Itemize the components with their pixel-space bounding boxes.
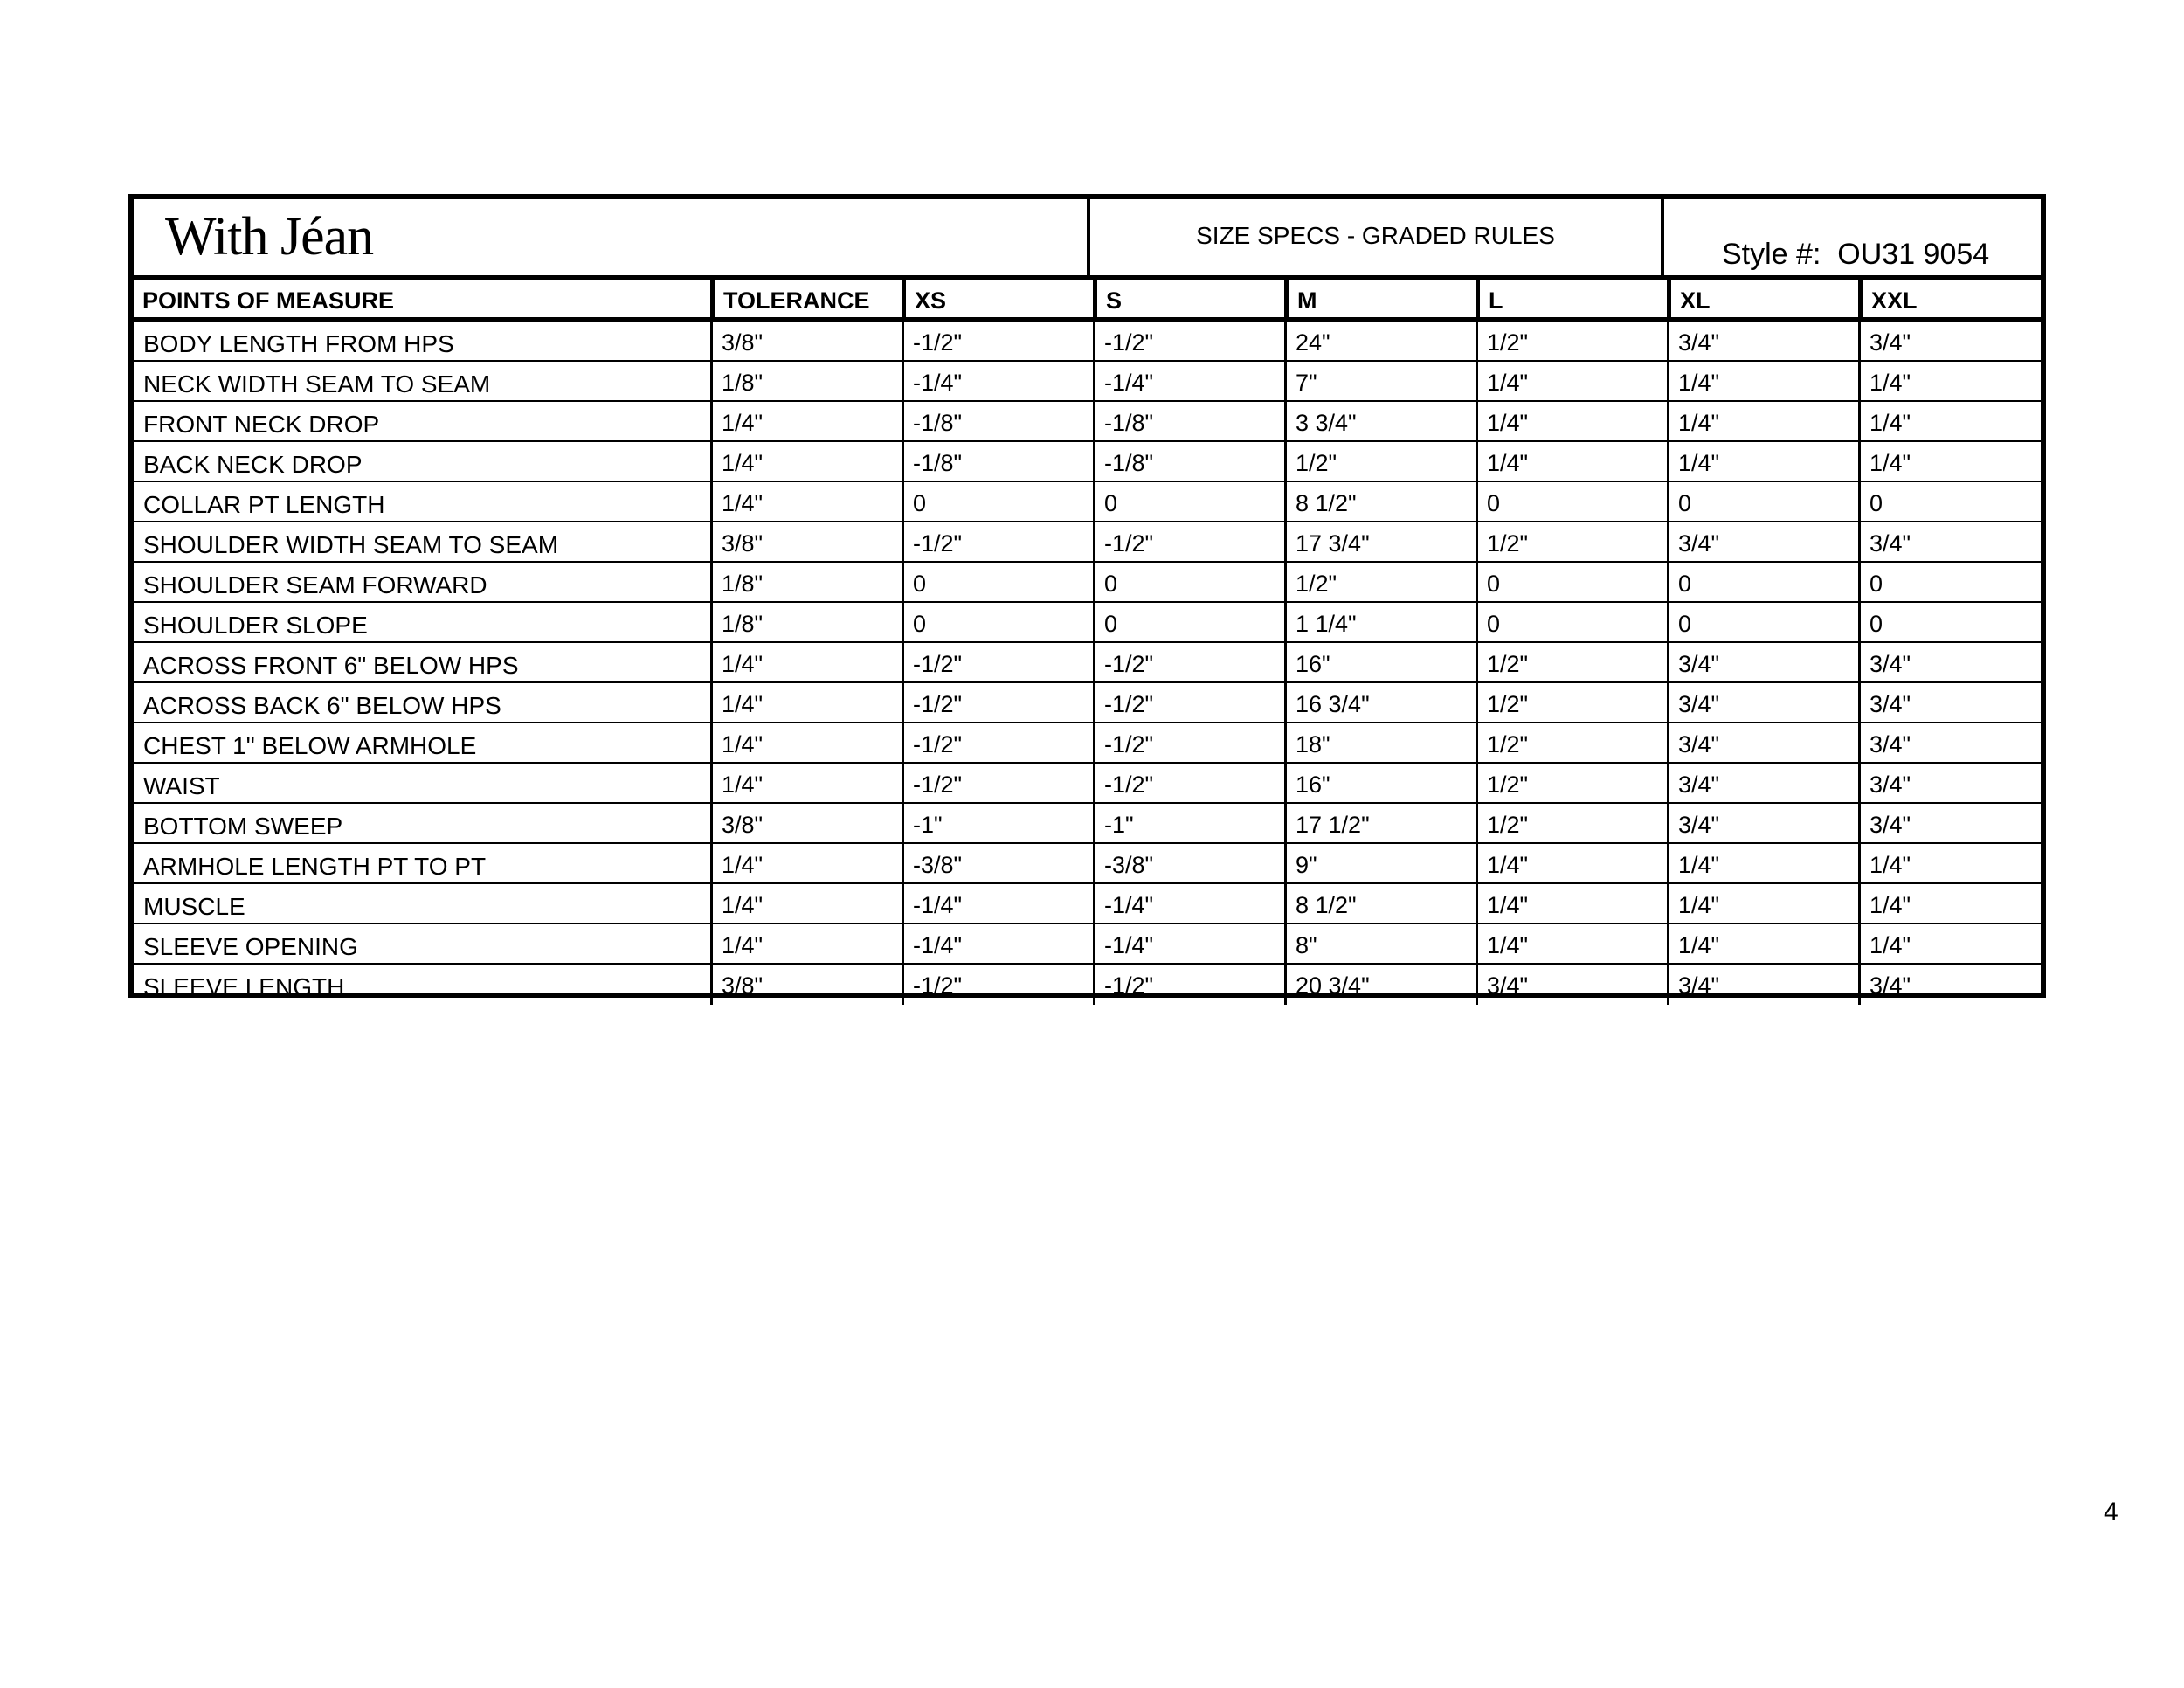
value-cell: 3/4"	[1667, 643, 1858, 681]
page-number: 4	[2104, 1498, 2118, 1526]
value-cell: 1/4"	[710, 844, 902, 882]
value-cell: 3/4"	[1667, 723, 1858, 762]
value-cell: 24"	[1284, 322, 1476, 360]
sheet-title: SIZE SPECS - GRADED RULES	[1196, 222, 1555, 249]
value-cell: 16"	[1284, 643, 1476, 681]
measure-name-cell: SLEEVE OPENING	[143, 933, 358, 960]
table-row	[134, 402, 2041, 442]
measure-name-cell: SHOULDER WIDTH SEAM TO SEAM	[143, 531, 559, 558]
value-cell: 3/4"	[1858, 643, 2041, 681]
value-cell: 3/4"	[1667, 764, 1858, 802]
value-cell: 7"	[1284, 362, 1476, 400]
brand-cell	[134, 199, 1090, 275]
table-row	[134, 522, 2041, 563]
value-cell: 1/4"	[1476, 442, 1667, 481]
table-row	[134, 362, 2041, 402]
table-row	[134, 723, 2041, 764]
measure-name-cell: SLEEVE LENGTH	[143, 973, 345, 1000]
value-cell: 17 3/4"	[1284, 522, 1476, 561]
value-cell: 3/8"	[710, 522, 902, 561]
value-cell: 1/8"	[710, 603, 902, 641]
value-cell: 1/2"	[1284, 563, 1476, 601]
value-cell: 3 3/4"	[1284, 402, 1476, 440]
style-number-line	[1722, 238, 1989, 272]
table-row	[134, 764, 2041, 804]
style-number: OU31 9054	[1837, 238, 1990, 271]
value-cell: 0	[1667, 603, 1858, 641]
measure-name-cell: ARMHOLE LENGTH PT TO PT	[143, 853, 487, 880]
value-cell: 1/4"	[1667, 402, 1858, 440]
value-cell: 3/8"	[710, 965, 902, 1005]
measure-name-cell: BODY LENGTH FROM HPS	[143, 330, 454, 357]
value-cell: -3/8"	[1093, 844, 1284, 882]
value-cell: -1/2"	[902, 322, 1093, 360]
column-header: TOLERANCE	[710, 280, 902, 317]
value-cell: 0	[1858, 482, 2041, 521]
value-cell: -1/4"	[902, 924, 1093, 963]
column-header-row	[134, 280, 2041, 322]
value-cell: 0	[1093, 482, 1284, 521]
measure-name-cell: COLLAR PT LENGTH	[143, 491, 385, 518]
value-cell: 3/4"	[1667, 965, 1858, 1005]
value-cell: 1/4"	[710, 402, 902, 440]
value-cell: 1/2"	[1476, 804, 1667, 842]
measure-name-cell: MUSCLE	[143, 893, 245, 920]
value-cell: 1/2"	[1476, 522, 1667, 561]
value-cell: -1/2"	[902, 723, 1093, 762]
value-cell: 1/4"	[1476, 844, 1667, 882]
style-label: Style #:	[1722, 238, 1821, 271]
size-spec-table	[128, 194, 2046, 998]
value-cell: 0	[902, 482, 1093, 521]
value-cell: 1/4"	[710, 924, 902, 963]
value-cell: 1/2"	[1476, 643, 1667, 681]
value-cell: 3/4"	[1858, 965, 2041, 1005]
value-cell: -1/2"	[1093, 723, 1284, 762]
value-cell: 3/4"	[1858, 764, 2041, 802]
measure-name-cell: WAIST	[143, 772, 220, 799]
value-cell: -1/2"	[902, 764, 1093, 802]
value-cell: 1/4"	[1858, 884, 2041, 923]
value-cell: -1"	[1093, 804, 1284, 842]
value-cell: -3/8"	[902, 844, 1093, 882]
value-cell: 1/4"	[1858, 402, 2041, 440]
value-cell: 20 3/4"	[1284, 965, 1476, 1005]
table-header	[134, 199, 2041, 280]
value-cell: 1/4"	[1667, 844, 1858, 882]
column-header: L	[1476, 280, 1667, 317]
column-header: POINTS OF MEASURE	[142, 287, 395, 314]
value-cell: 1/4"	[1667, 924, 1858, 963]
value-cell: -1"	[902, 804, 1093, 842]
value-cell: 1/2"	[1476, 764, 1667, 802]
value-cell: -1/2"	[902, 522, 1093, 561]
value-cell: 1/4"	[710, 884, 902, 923]
measure-name-cell: FRONT NECK DROP	[143, 411, 380, 438]
value-cell: 1 1/4"	[1284, 603, 1476, 641]
value-cell: 3/4"	[1667, 522, 1858, 561]
measure-name-cell: SHOULDER SLOPE	[143, 612, 368, 639]
value-cell: 1/4"	[1667, 884, 1858, 923]
value-cell: 1/2"	[1476, 723, 1667, 762]
column-header: S	[1093, 280, 1284, 317]
value-cell: 3/8"	[710, 322, 902, 360]
value-cell: 3/4"	[1667, 322, 1858, 360]
value-cell: -1/4"	[902, 884, 1093, 923]
title-cell	[1090, 199, 1664, 275]
brand-logo: With Jéan	[165, 207, 374, 266]
value-cell: 3/4"	[1667, 804, 1858, 842]
value-cell: 1/4"	[1476, 362, 1667, 400]
value-cell: 1/4"	[710, 764, 902, 802]
value-cell: -1/2"	[1093, 322, 1284, 360]
measure-name-cell: CHEST 1" BELOW ARMHOLE	[143, 732, 477, 759]
value-cell: 3/4"	[1667, 683, 1858, 722]
value-cell: -1/4"	[902, 362, 1093, 400]
value-cell: 0	[902, 563, 1093, 601]
value-cell: 1/4"	[1476, 402, 1667, 440]
value-cell: -1/2"	[1093, 965, 1284, 1005]
value-cell: -1/2"	[1093, 643, 1284, 681]
table-row	[134, 924, 2041, 965]
value-cell: 0	[1093, 603, 1284, 641]
table-row	[134, 442, 2041, 482]
value-cell: 18"	[1284, 723, 1476, 762]
measure-name-cell: BOTTOM SWEEP	[143, 813, 343, 840]
column-header: XXL	[1858, 280, 2041, 317]
value-cell: 1/4"	[710, 442, 902, 481]
value-cell: 3/8"	[710, 804, 902, 842]
value-cell: 0	[1476, 603, 1667, 641]
value-cell: -1/2"	[1093, 522, 1284, 561]
measure-name-cell: ACROSS FRONT 6" BELOW HPS	[143, 652, 519, 679]
table-row	[134, 482, 2041, 522]
value-cell: 0	[1093, 563, 1284, 601]
value-cell: 0	[1858, 603, 2041, 641]
value-cell: 0	[1858, 563, 2041, 601]
table-row	[134, 322, 2041, 362]
value-cell: 1/4"	[710, 723, 902, 762]
value-cell: 8 1/2"	[1284, 482, 1476, 521]
table-row	[134, 603, 2041, 643]
value-cell: 1/4"	[1858, 442, 2041, 481]
value-cell: 1/4"	[710, 482, 902, 521]
value-cell: 0	[1667, 563, 1858, 601]
value-cell: -1/2"	[902, 965, 1093, 1005]
value-cell: 3/4"	[1858, 322, 2041, 360]
value-cell: -1/8"	[1093, 442, 1284, 481]
value-cell: -1/4"	[1093, 362, 1284, 400]
table-row	[134, 884, 2041, 924]
value-cell: 1/2"	[1284, 442, 1476, 481]
value-cell: 1/4"	[1667, 362, 1858, 400]
value-cell: 0	[1476, 482, 1667, 521]
value-cell: 1/4"	[710, 643, 902, 681]
value-cell: 3/4"	[1858, 723, 2041, 762]
value-cell: 0	[1476, 563, 1667, 601]
table-row	[134, 844, 2041, 884]
value-cell: 1/4"	[1667, 442, 1858, 481]
value-cell: 17 1/2"	[1284, 804, 1476, 842]
value-cell: 8 1/2"	[1284, 884, 1476, 923]
value-cell: 3/4"	[1858, 804, 2041, 842]
value-cell: 3/4"	[1476, 965, 1667, 1005]
value-cell: -1/8"	[902, 402, 1093, 440]
value-cell: -1/2"	[902, 643, 1093, 681]
value-cell: 8"	[1284, 924, 1476, 963]
style-cell	[1664, 199, 2041, 275]
value-cell: -1/4"	[1093, 924, 1284, 963]
value-cell: 1/4"	[1858, 844, 2041, 882]
value-cell: 0	[902, 603, 1093, 641]
value-cell: 3/4"	[1858, 522, 2041, 561]
column-header: XL	[1667, 280, 1858, 317]
table-row	[134, 965, 2041, 1005]
measure-name-cell: ACROSS BACK 6" BELOW HPS	[143, 692, 501, 719]
value-cell: 3/4"	[1858, 683, 2041, 722]
measure-name-cell: BACK NECK DROP	[143, 451, 363, 478]
value-cell: 16"	[1284, 764, 1476, 802]
value-cell: 0	[1667, 482, 1858, 521]
table-row	[134, 643, 2041, 683]
value-cell: 1/4"	[1476, 884, 1667, 923]
column-header: XS	[902, 280, 1093, 317]
value-cell: 9"	[1284, 844, 1476, 882]
value-cell: 1/2"	[1476, 683, 1667, 722]
measure-name-cell: SHOULDER SEAM FORWARD	[143, 571, 487, 598]
value-cell: -1/2"	[1093, 764, 1284, 802]
table-row	[134, 683, 2041, 723]
value-cell: 1/4"	[1858, 924, 2041, 963]
value-cell: -1/8"	[1093, 402, 1284, 440]
table-row	[134, 563, 2041, 603]
value-cell: 1/2"	[1476, 322, 1667, 360]
value-cell: -1/2"	[902, 683, 1093, 722]
value-cell: 1/4"	[1476, 924, 1667, 963]
table-row	[134, 804, 2041, 844]
value-cell: 1/8"	[710, 362, 902, 400]
value-cell: 16 3/4"	[1284, 683, 1476, 722]
value-cell: 1/4"	[710, 683, 902, 722]
value-cell: -1/2"	[1093, 683, 1284, 722]
value-cell: -1/8"	[902, 442, 1093, 481]
value-cell: 1/8"	[710, 563, 902, 601]
measure-name-cell: NECK WIDTH SEAM TO SEAM	[143, 370, 491, 398]
value-cell: 1/4"	[1858, 362, 2041, 400]
column-header: M	[1284, 280, 1476, 317]
value-cell: -1/4"	[1093, 884, 1284, 923]
